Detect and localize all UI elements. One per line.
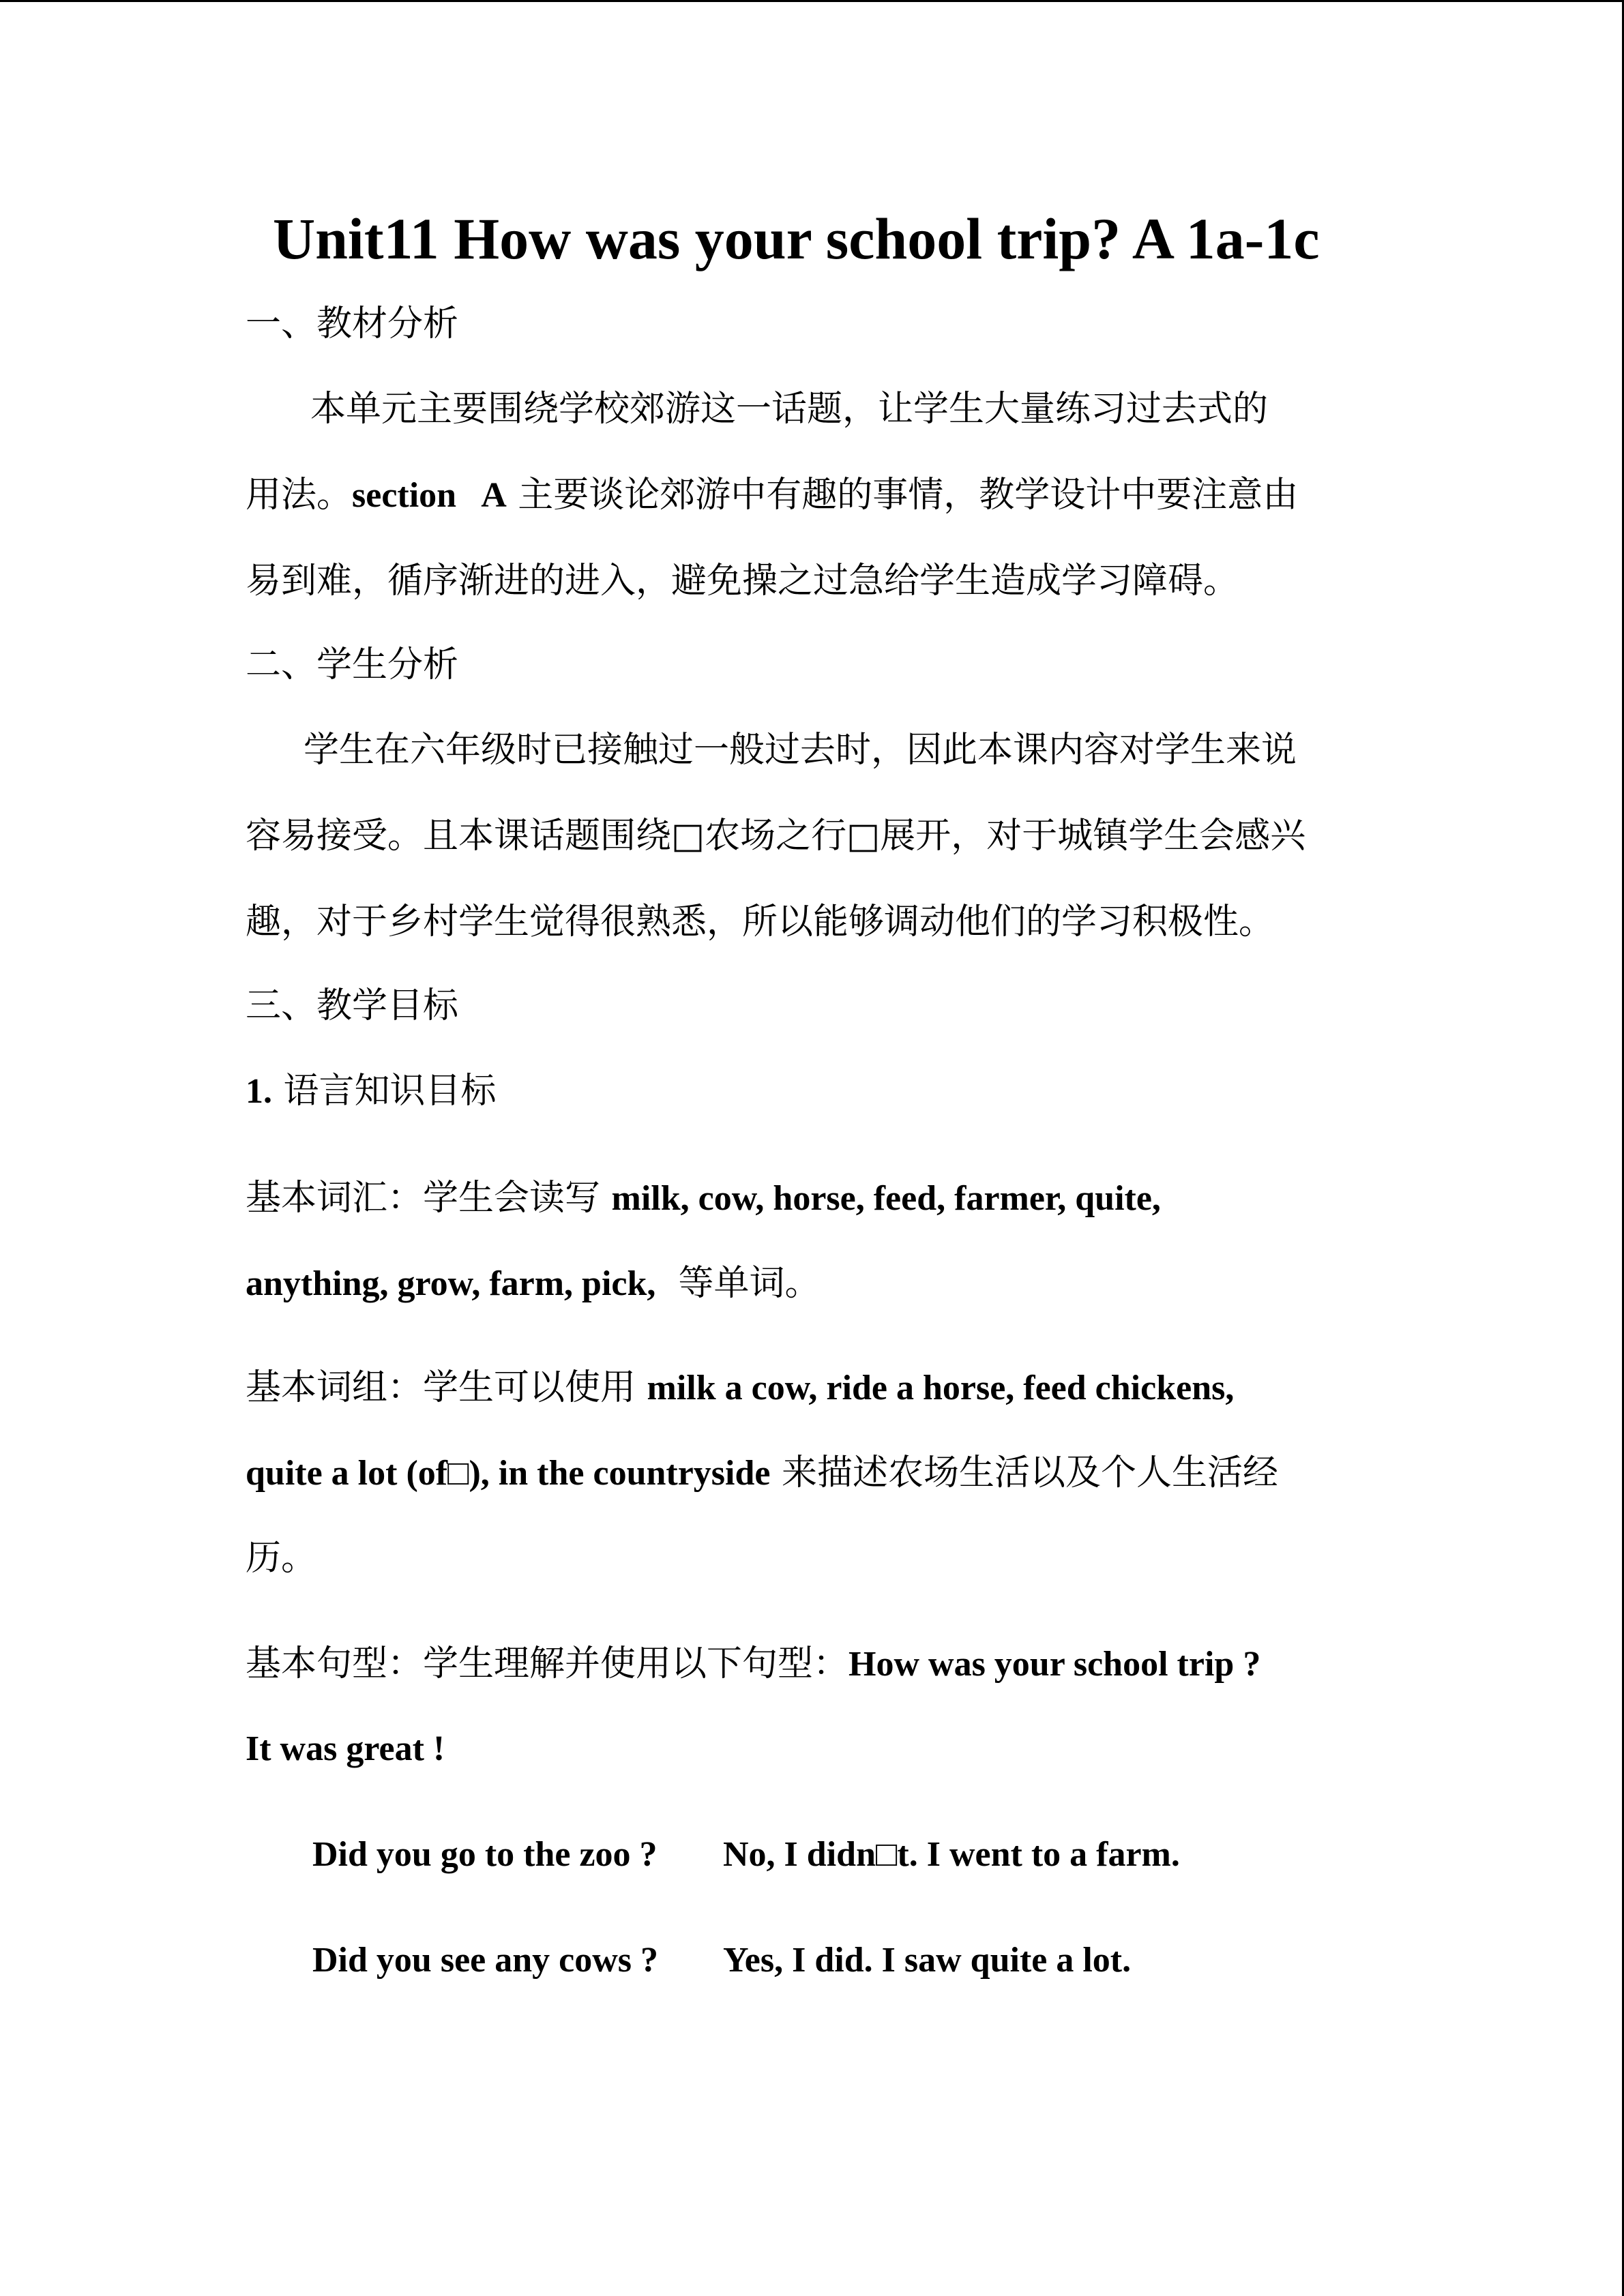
text-run: anything, grow, farm, pick,	[246, 1264, 656, 1303]
section-heading-students: 二、学生分析	[246, 644, 459, 685]
text-run: 用法。	[246, 475, 353, 516]
text-run: milk, cow, horse, feed, farmer, quite,	[611, 1179, 1161, 1218]
text-run: quite a lot (of□), in the countryside	[246, 1454, 771, 1493]
subheading-language-knowledge	[246, 1069, 497, 1114]
pattern-line: It was great !	[246, 1729, 445, 1768]
text-run: 基本词组：学生可以使用	[246, 1367, 647, 1408]
text-run: 基本词汇：学生会读写	[246, 1178, 612, 1219]
subheading-text: 语言知识目标	[272, 1071, 497, 1112]
vocab-line	[246, 1176, 1161, 1221]
paragraph-line: 容易接受。且本课话题围绕□农场之行□展开，对于城镇学生会感兴	[246, 816, 1306, 856]
document-title: Unit11 How was your school trip? A 1a-1c	[273, 206, 1320, 271]
text-run: 主要谈论郊游中有趣的事情，教学设计中要注意由	[506, 475, 1299, 516]
vocab-line	[246, 1262, 821, 1306]
dialog-question: Did you see any cows ?	[312, 1941, 659, 1980]
paragraph-line	[246, 473, 1298, 518]
subheading-number: 1.	[246, 1072, 272, 1111]
text-run: 基本句型：学生理解并使用以下句型：	[246, 1643, 849, 1684]
text-run: section A	[352, 476, 507, 515]
phrase-line	[246, 1366, 1234, 1410]
text-run: 等单词。	[655, 1263, 821, 1304]
paragraph-line: 趣，对于乡村学生觉得很熟悉，所以能够调动他们的学习积极性。	[246, 901, 1275, 942]
section-heading-objectives: 三、教学目标	[246, 985, 459, 1026]
section-heading-materials: 一、教材分析	[246, 303, 459, 344]
text-run: How was your school trip ?	[848, 1645, 1261, 1684]
dialog-answer: No, I didn□t. I went to a farm.	[723, 1835, 1180, 1874]
dialog-question: Did you go to the zoo ?	[312, 1835, 658, 1874]
pattern-line	[246, 1642, 1260, 1686]
paragraph-line: 学生在六年级时已接触过一般过去时，因此本课内容对学生来说	[304, 730, 1297, 771]
paragraph-line: 本单元主要围绕学校郊游这一话题，让学生大量练习过去式的	[310, 389, 1269, 430]
phrase-line: 历。	[246, 1538, 317, 1579]
paragraph-line: 易到难，循序渐进的进入，避免操之过急给学生造成学习障碍。	[246, 561, 1239, 601]
phrase-line	[246, 1451, 1278, 1495]
text-run: 来描述农场生活以及个人生活经	[770, 1452, 1279, 1493]
text-run: milk a cow, ride a horse, feed chickens,	[647, 1369, 1235, 1407]
dialog-answer: Yes, I did. I saw quite a lot.	[723, 1941, 1132, 1980]
